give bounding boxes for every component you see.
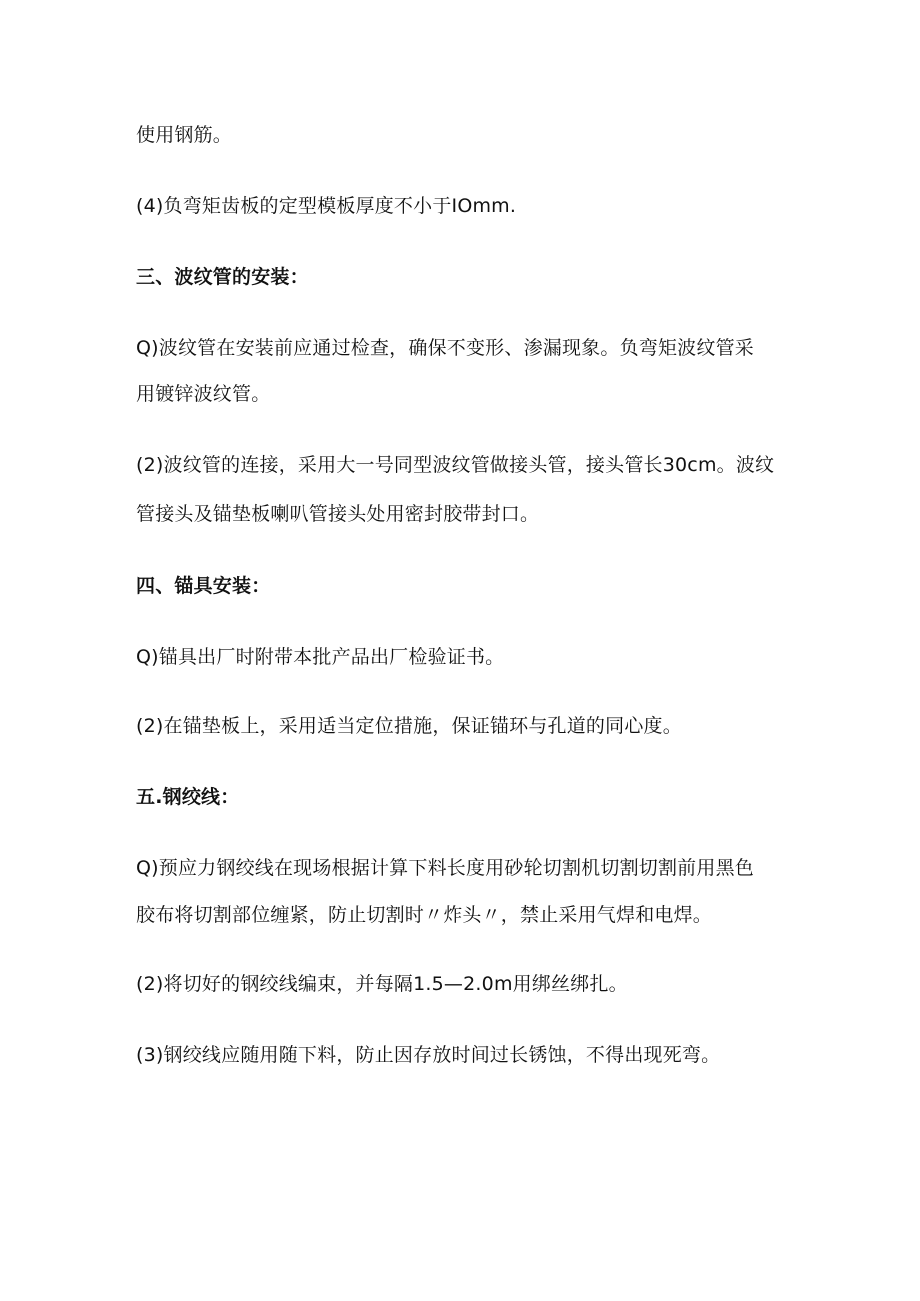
text-line: (4)负弯矩齿板的定型模板厚度不小于IOmm. [136, 195, 517, 217]
text-line: 管接头及锚垫板喇叭管接头处用密封胶带封口。 [136, 503, 540, 525]
text-line: (3)钢绞线应随用随下料，防止因存放时间过长锈蚀，不得出现死弯。 [136, 1044, 721, 1066]
text-line: 胶布将切割部位缠紧，防止切割时〃炸头〃，禁止采用气焊和电焊。 [136, 904, 713, 926]
text-line: Q)预应力钢绞线在现场根据计算下料长度用砂轮切割机切割切割前用黑色 [136, 857, 754, 879]
text-line: (2)在锚垫板上，采用适当定位措施，保证锚环与孔道的同心度。 [136, 715, 682, 737]
text-line: 使用钢筋。 [136, 124, 233, 146]
text-line: Q)锚具出厂时附带本批产品出厂检验证书。 [136, 646, 505, 668]
text-line: 用镀锌波纹管。 [136, 383, 271, 405]
text-line: (2)将切好的钢绞线编束，并每隔1.5—2.0m用绑丝绑扎。 [136, 973, 628, 995]
section-heading: 五.钢绞线： [136, 786, 240, 808]
text-line: (2)波纹管的连接，采用大一号同型波纹管做接头管，接头管长30cm。波纹 [136, 454, 775, 476]
section-heading: 三、波纹管的安装： [136, 266, 309, 288]
text-line: Q)波纹管在安装前应通过检查，确保不变形、渗漏现象。负弯矩波纹管采 [136, 337, 754, 359]
section-heading: 四、锚具安装： [136, 575, 271, 597]
